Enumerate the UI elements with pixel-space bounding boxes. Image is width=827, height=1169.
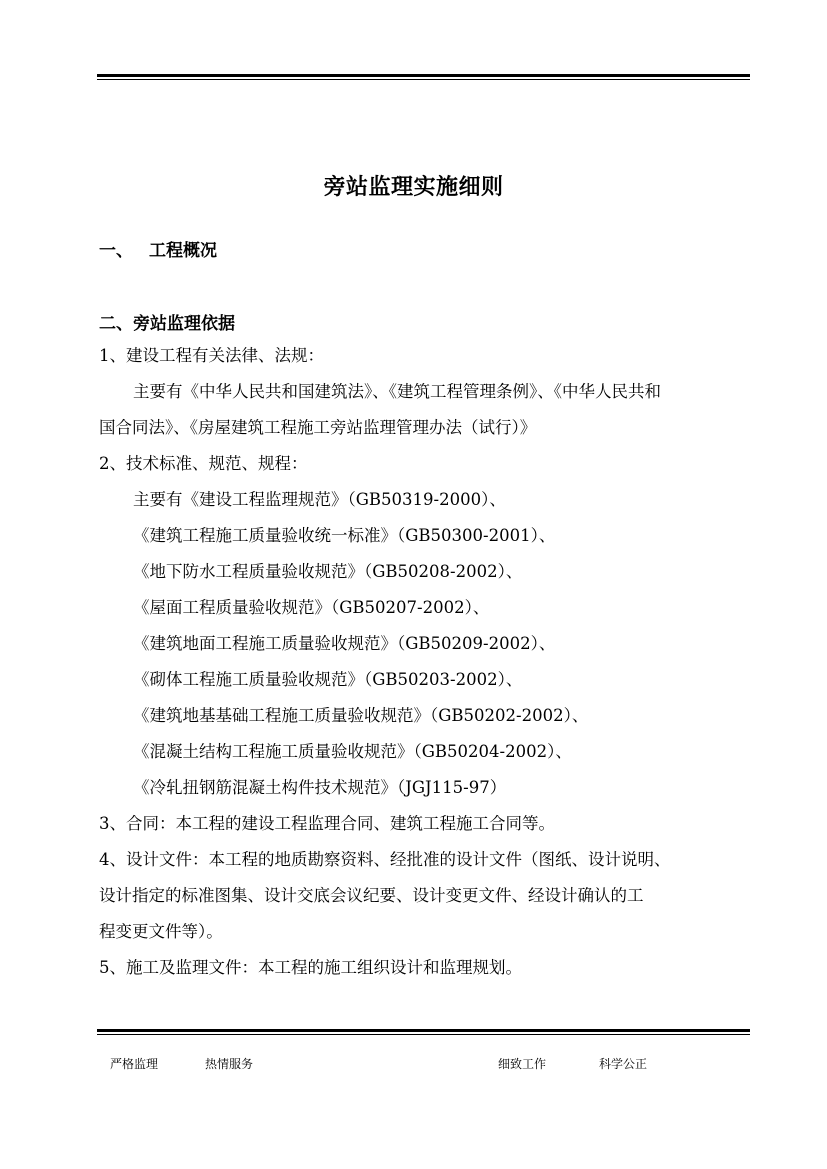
- header-rule: [97, 74, 750, 80]
- section-label: 工程概况: [149, 241, 217, 261]
- list-item: 4、设计文件：本工程的地质勘察资料、经批准的设计文件（图纸、设计说明、: [99, 850, 671, 869]
- footer-motto: 科学公正: [599, 1057, 648, 1071]
- footer-rule: [97, 1029, 750, 1035]
- section-number: 一、: [99, 241, 133, 261]
- list-item: 1、建设工程有关法律、法规：: [99, 346, 324, 365]
- standard-item: 《屋面工程质量验收规范》（GB50207-2002）、: [133, 598, 490, 617]
- standard-item: 《建筑地基基础工程施工质量验收规范》（GB50202-2002）、: [133, 706, 589, 725]
- list-item: 2、技术标准、规范、规程：: [99, 454, 308, 473]
- paragraph-line: 程变更文件等）。: [99, 922, 223, 941]
- section-heading-overview: [99, 236, 217, 261]
- section-heading-basis: 二、旁站监理依据: [99, 314, 235, 334]
- standard-item: 《地下防水工程质量验收规范》（GB50208-2002）、: [133, 562, 523, 581]
- list-item: 5、施工及监理文件：本工程的施工组织设计和监理规划。: [99, 958, 522, 977]
- paragraph-line: 主要有《中华人民共和国建筑法》、《建筑工程管理条例》、《中华人民共和: [133, 382, 661, 401]
- standard-item: 《砌体工程施工质量验收规范》（GB50203-2002）、: [133, 670, 523, 689]
- footer-motto: 细致工作: [498, 1057, 547, 1071]
- standard-item: 主要有《建设工程监理规范》（GB50319-2000）、: [133, 490, 506, 509]
- standard-item: 《建筑地面工程施工质量验收规范》（GB50209-2002）、: [133, 634, 556, 653]
- standard-item: 《建筑工程施工质量验收统一标准》（GB50300-2001）、: [133, 526, 556, 545]
- page-title: 旁站监理实施细则: [323, 174, 504, 200]
- list-item: 3、合同：本工程的建设工程监理合同、建筑工程施工合同等。: [99, 814, 555, 833]
- paragraph-line: 国合同法》、《房屋建筑工程施工旁站监理管理办法（试行）》: [99, 418, 537, 437]
- footer-motto: 热情服务: [205, 1057, 254, 1071]
- footer-motto: 严格监理: [110, 1057, 159, 1071]
- standard-item: 《冷轧扭钢筋混凝土构件技术规范》（JGJ115-97）: [133, 778, 507, 797]
- standard-item: 《混凝土结构工程施工质量验收规范》（GB50204-2002）、: [133, 742, 572, 761]
- paragraph-line: 设计指定的标准图集、设计交底会议纪要、设计变更文件、经设计确认的工: [99, 886, 644, 905]
